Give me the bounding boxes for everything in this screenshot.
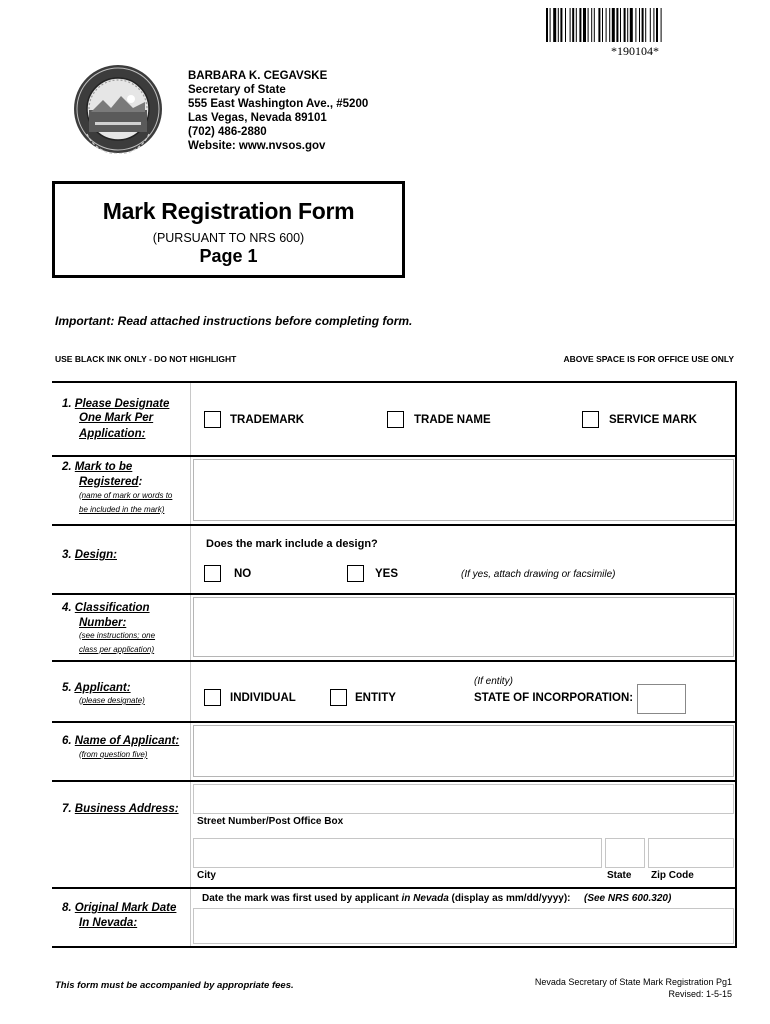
state-label: State xyxy=(607,870,632,881)
barcode-bar xyxy=(624,8,626,42)
q1-label xyxy=(62,397,169,412)
q7-label xyxy=(62,802,179,817)
barcode-bar xyxy=(645,8,646,42)
city-label: City xyxy=(197,870,216,881)
q5-note: (please designate) xyxy=(79,696,145,705)
row-separator xyxy=(52,593,737,595)
q8-number: 8. xyxy=(62,902,72,914)
q4-label-line2: Number: xyxy=(79,617,127,629)
q8-prompt-emphasis: in Nevada xyxy=(401,893,449,904)
barcode-bar xyxy=(612,8,615,42)
q5-number: 5. xyxy=(62,682,72,694)
q3-label xyxy=(62,548,117,563)
design-no-checkbox[interactable] xyxy=(204,565,221,582)
barcode-bar xyxy=(546,8,548,42)
q2-label xyxy=(62,460,132,475)
nrs-reference: (See NRS 600.320) xyxy=(584,893,672,904)
barcode-bar xyxy=(588,8,589,42)
street-label: Street Number/Post Office Box xyxy=(197,816,344,827)
q6-label-text: Name of Applicant: xyxy=(74,735,180,747)
q4-label xyxy=(62,601,150,616)
trade-name-option-label: TRADE NAME xyxy=(414,414,491,426)
q4-label-line1: Classification xyxy=(74,602,150,614)
q8-prompt-part2: (display as mm/dd/yyyy): xyxy=(448,893,571,904)
form-subtitle: (PURSUANT TO NRS 600) xyxy=(152,231,305,245)
barcode-bar xyxy=(639,8,640,42)
form-title: Mark Registration Form xyxy=(102,198,355,224)
ink-note: USE BLACK INK ONLY - DO NOT HIGHLIGHT xyxy=(55,354,237,364)
applicant-name-field[interactable] xyxy=(193,725,734,777)
q2-label-line1: Mark to be xyxy=(74,461,133,473)
barcode xyxy=(546,8,732,42)
q2-label-line2: Registered xyxy=(79,476,139,488)
q4-note-line2: class per application) xyxy=(79,645,155,654)
q1-label-line2: One Mark Per xyxy=(79,412,154,424)
service-mark-option-label: SERVICE MARK xyxy=(609,414,697,426)
design-hint: (If yes, attach drawing or facsimile) xyxy=(461,569,616,580)
form-identifier: Nevada Secretary of State Mark Registration Pg1 xyxy=(534,977,732,987)
street-address-field[interactable] xyxy=(193,784,734,814)
nevada-state-seal-icon xyxy=(73,64,163,154)
entity-hint: (If entity) xyxy=(474,676,513,687)
original-mark-date-field[interactable] xyxy=(193,908,734,944)
q8-label-line1: Original Mark Date xyxy=(74,902,177,914)
row-separator xyxy=(52,946,737,948)
barcode-bar xyxy=(570,8,571,42)
office-website: Website: www.nvsos.gov xyxy=(188,140,326,152)
classification-number-field[interactable] xyxy=(193,597,734,657)
barcode-bar xyxy=(560,8,562,42)
barcode-number: *190104* xyxy=(611,44,659,58)
individual-option-label: INDIVIDUAL xyxy=(230,692,296,704)
q4-note-line1: (see instructions; one xyxy=(79,631,156,640)
barcode-bar xyxy=(630,8,633,42)
q3-label-text: Design: xyxy=(74,549,117,561)
trade-name-checkbox[interactable] xyxy=(387,411,404,428)
barcode-bar xyxy=(616,8,618,42)
q3-question: Does the mark include a design? xyxy=(206,538,378,550)
row-separator xyxy=(52,887,737,889)
q5-label-text: Applicant: xyxy=(74,682,131,694)
q4-number: 4. xyxy=(62,602,72,614)
barcode-bar xyxy=(627,8,628,42)
barcode-bar xyxy=(576,8,577,42)
barcode-bar xyxy=(579,8,581,42)
q1-label-line1: Please Designate xyxy=(74,398,170,410)
service-mark-checkbox[interactable] xyxy=(582,411,599,428)
revision-date: Revised: 1-5-15 xyxy=(668,989,732,999)
barcode-bar xyxy=(558,8,559,42)
q8-label-line2: In Nevada: xyxy=(79,917,138,929)
barcode-bar xyxy=(606,8,607,42)
q2-note-line2: be included in the mark) xyxy=(79,505,165,514)
column-divider xyxy=(190,383,191,947)
page-number: Page 1 xyxy=(199,246,258,266)
q2-note-line1: (name of mark or words to xyxy=(79,491,173,500)
zip-code-label: Zip Code xyxy=(651,870,694,881)
barcode-bar xyxy=(635,8,636,42)
design-yes-label: YES xyxy=(375,568,399,580)
barcode-bar xyxy=(553,8,556,42)
trademark-option-label: TRADEMARK xyxy=(230,414,305,426)
barcode-bar xyxy=(650,8,651,42)
barcode-bar xyxy=(550,8,551,42)
q2-colon: : xyxy=(138,476,143,488)
office-phone: (702) 486-2880 xyxy=(188,126,267,138)
important-note: Important: Read attached instructions before completing form. xyxy=(55,314,413,328)
barcode-bar xyxy=(661,8,662,42)
q6-label xyxy=(62,734,179,749)
state-of-incorporation-field[interactable] xyxy=(637,684,686,714)
officer-title: Secretary of State xyxy=(188,84,286,96)
barcode-bar xyxy=(656,8,658,42)
entity-checkbox[interactable] xyxy=(330,689,347,706)
barcode-bar xyxy=(620,8,621,42)
design-no-label: NO xyxy=(234,568,252,580)
barcode-bar xyxy=(591,8,592,42)
design-yes-checkbox[interactable] xyxy=(347,565,364,582)
row-separator xyxy=(52,721,737,723)
q1-label-line3: Application: xyxy=(79,428,146,440)
state-field[interactable] xyxy=(605,838,645,868)
trademark-checkbox[interactable] xyxy=(204,411,221,428)
zip-code-field[interactable] xyxy=(648,838,734,868)
officer-name: BARBARA K. CEGAVSKE xyxy=(188,70,328,82)
q6-number: 6. xyxy=(62,735,72,747)
barcode-bar xyxy=(565,8,566,42)
q2-number: 2. xyxy=(62,461,72,473)
q6-note: (from question five) xyxy=(79,750,148,759)
barcode-bar xyxy=(642,8,644,42)
q1-number: 1. xyxy=(62,398,72,410)
barcode-bar xyxy=(609,8,610,42)
barcode-bar xyxy=(583,8,586,42)
state-of-incorporation-label: STATE OF INCORPORATION: xyxy=(474,692,634,704)
q8-prompt-part1: Date the mark was first used by applicant xyxy=(202,893,402,904)
mark-name-field[interactable] xyxy=(193,459,734,521)
individual-checkbox[interactable] xyxy=(204,689,221,706)
row-separator xyxy=(52,660,737,662)
q2-label-line2-wrap xyxy=(79,475,142,490)
office-address-line1: 555 East Washington Ave., #5200 xyxy=(188,98,369,110)
row-separator xyxy=(52,455,737,457)
entity-option-label: ENTITY xyxy=(355,692,396,704)
q7-label-text: Business Address: xyxy=(74,803,179,815)
q8-label xyxy=(62,901,176,916)
fees-note: This form must be accompanied by appropriate fees. xyxy=(55,980,294,991)
barcode-bar xyxy=(598,8,600,42)
row-separator xyxy=(52,780,737,782)
office-address-line2: Las Vegas, Nevada 89101 xyxy=(188,112,327,124)
row-separator xyxy=(52,524,737,526)
barcode-bar xyxy=(594,8,595,42)
q7-number: 7. xyxy=(62,803,72,815)
q8-prompt xyxy=(202,893,570,904)
q3-number: 3. xyxy=(62,549,72,561)
barcode-bar xyxy=(653,8,654,42)
barcode-bar xyxy=(602,8,603,42)
barcode-bar xyxy=(572,8,574,42)
city-field[interactable] xyxy=(193,838,602,868)
office-use-note: ABOVE SPACE IS FOR OFFICE USE ONLY xyxy=(563,354,734,364)
